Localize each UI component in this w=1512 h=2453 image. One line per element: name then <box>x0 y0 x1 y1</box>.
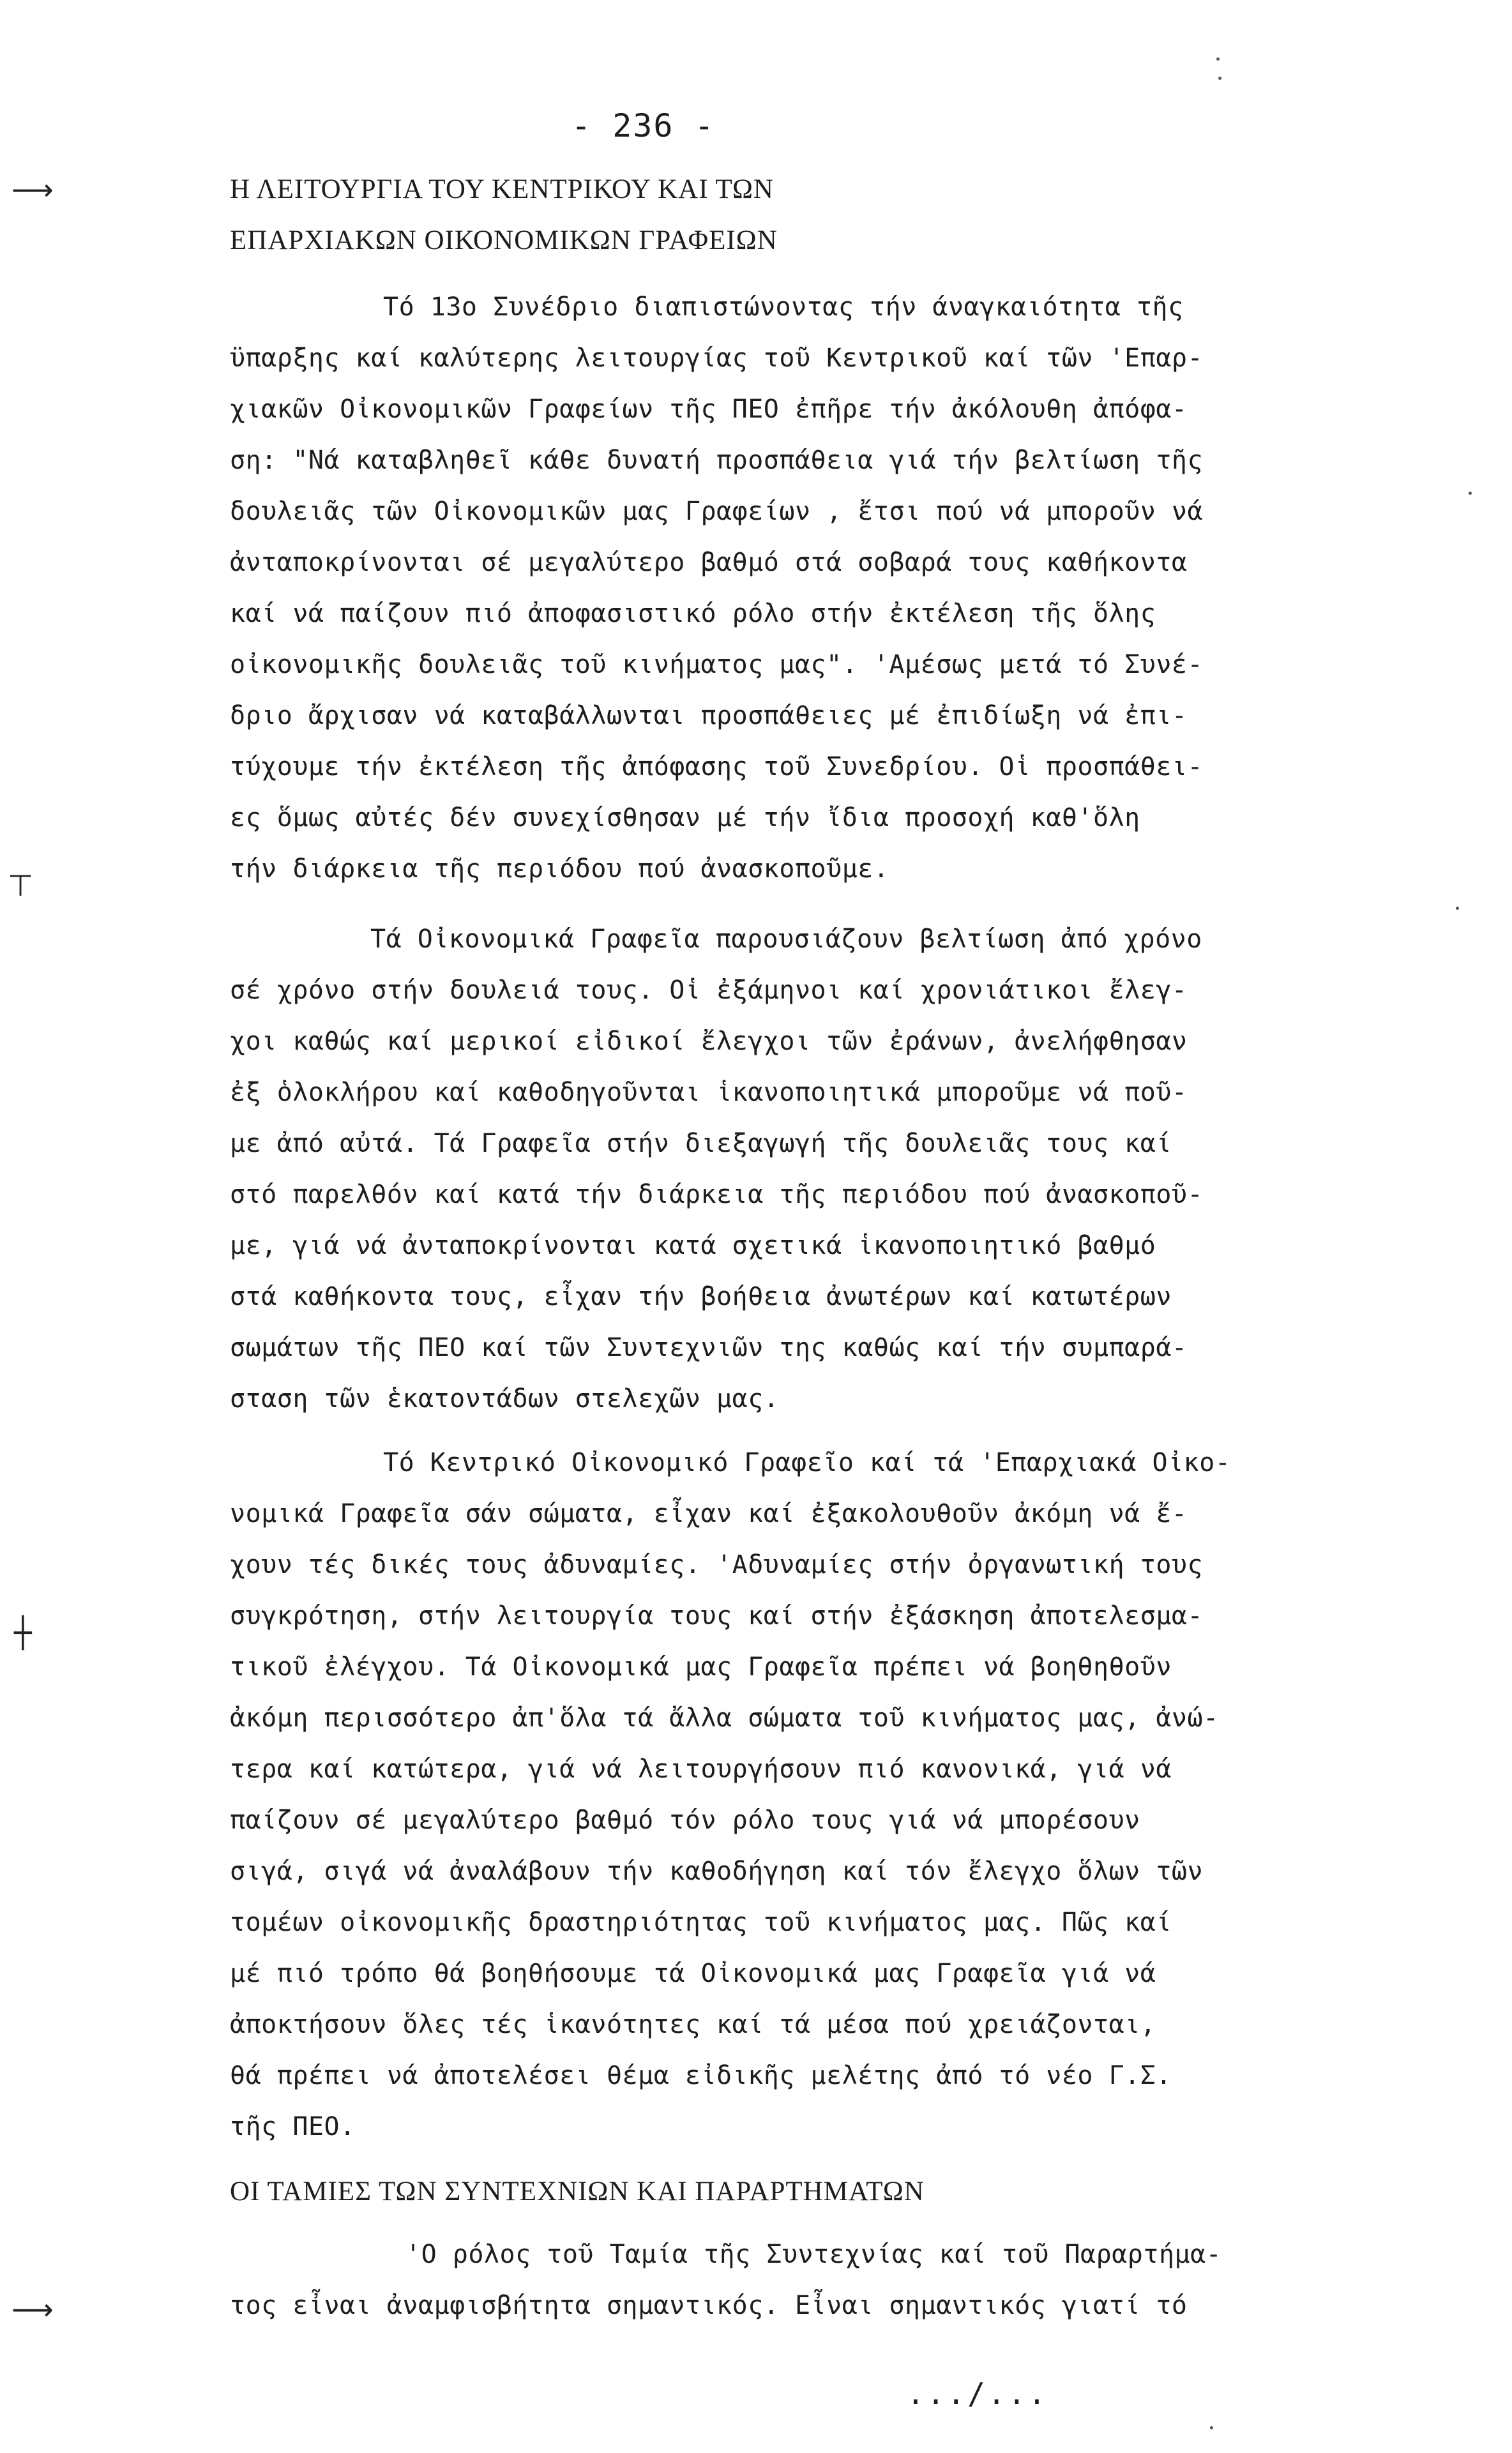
scan-speck <box>1216 57 1220 61</box>
paragraph-line: χουν τές δικές τους ἀδυναμίες. 'Αδυναμίες στήν ὀργανωτική τους <box>230 1550 1204 1580</box>
paragraph-line: παίζουν σέ μεγαλύτερο βαθμό τόν ρόλο τους γιά νά μπορέσουν <box>230 1806 1140 1835</box>
paragraph-line: Τά Οἰκονομικά Γραφεῖα παρουσιάζουν βελτίωση ἀπό χρόνο <box>370 925 1202 954</box>
paragraph-line: συγκρότηση, στήν λειτουργία τους καί στήν ἐξάσκηση ἀποτελεσμα- <box>230 1601 1204 1631</box>
paragraph-line: χοι καθώς καί μερικοί εἰδικοί ἔλεγχοι τῶν ἐράνων, ἀνελήφθησαν <box>230 1027 1188 1056</box>
scan-speck <box>1218 77 1221 80</box>
paragraph-line: τικοῦ ἐλέγχου. Τά Οἰκονομικά μας Γραφεῖα πρέπει νά βοηθηθοῦν <box>230 1652 1172 1682</box>
paragraph-line: μέ πιό τρόπο θά βοηθήσουμε τά Οἰκονομικά μας Γραφεῖα γιά νά <box>230 1959 1156 1988</box>
paragraph-line: με, γιά νά ἀνταποκρίνονται κατά σχετικά ἱκανοποιητικό βαθμό <box>230 1231 1156 1260</box>
paragraph-line: στά καθήκοντα τους, εἶχαν τήν βοήθεια ἀνωτέρων καί κατωτέρων <box>230 1282 1172 1311</box>
paragraph-line: Τό Κεντρικό Οἰκονομικό Γραφεῖο καί τά 'Επαρχιακά Οἰκο- <box>383 1448 1231 1477</box>
scan-speck <box>1469 492 1472 495</box>
continuation-marker: .../... <box>907 2376 1048 2411</box>
margin-arrow-mark: ⟶ <box>11 172 54 207</box>
paragraph-line: Τό 13ο Συνέδριο διαπιστώνοντας τήν άναγκαιότητα τῆς <box>383 292 1184 322</box>
page-number: - 236 - <box>571 107 715 144</box>
paragraph-line: σιγά, σιγά νά ἀναλάβουν τήν καθοδήγηση καί τόν ἔλεγχο ὅλων τῶν <box>230 1857 1204 1886</box>
paragraph-line: τύχουμε τήν ἐκτέλεση τῆς ἀπόφασης τοῦ Συνεδρίου. Οἱ προσπάθει- <box>230 752 1204 781</box>
paragraph-line: θά πρέπει νά ἀποτελέσει θέμα εἰδικῆς μελέτης ἀπό τό νέο Γ.Σ. <box>230 2061 1172 2090</box>
paragraph-line: στό παρελθόν καί κατά τήν διάρκεια τῆς περιόδου πού ἀνασκοποῦ- <box>230 1180 1204 1209</box>
paragraph-line: σταση τῶν ἑκατοντάδων στελεχῶν μας. <box>230 1384 780 1414</box>
scan-speck <box>1210 2426 1213 2429</box>
paragraph-line: 'Ο ρόλος τοῦ Ταμία τῆς Συντεχνίας καί τοῦ Παραρτήμα- <box>405 2240 1222 2269</box>
margin-tick-mark: ⊤ <box>8 868 34 903</box>
margin-tick-mark: ┼ <box>14 1615 32 1650</box>
paragraph-line: τομέων οἰκονομικῆς δραστηριότητας τοῦ κινήματος μας. Πῶς καί <box>230 1908 1172 1937</box>
section-heading-line-2: ΕΠΑΡΧΙΑΚΩΝ ΟΙΚΟΝΟΜΙΚΩΝ ΓΡΑΦΕΙΩΝ <box>230 225 778 255</box>
section-heading-2: ΟΙ ΤΑΜΙΕΣ ΤΩΝ ΣΥΝΤΕΧΝΙΩΝ ΚΑΙ ΠΑΡΑΡΤΗΜΑΤΩΝ <box>230 2177 925 2207</box>
paragraph-line: σωμάτων τῆς ΠΕΟ καί τῶν Συντεχνιῶν της καθώς καί τήν συμπαρά- <box>230 1333 1188 1362</box>
paragraph-line: χιακῶν Οἰκονομικῶν Γραφείων τῆς ΠΕΟ ἐπῆρε τήν ἀκόλουθη ἀπόφα- <box>230 395 1188 424</box>
paragraph-line: δριο ἄρχισαν νά καταβάλλωνται προσπάθειες μέ ἐπιδίωξη νά ἐπι- <box>230 701 1188 730</box>
margin-arrow-mark: ⟶ <box>11 2292 54 2327</box>
paragraph-line: ἐξ ὁλοκλήρου καί καθοδηγοῦνται ἱκανοποιητικά μποροῦμε νά ποῦ- <box>230 1078 1188 1107</box>
paragraph-line: ἀνταποκρίνονται σέ μεγαλύτερο βαθμό στά σοβαρά τους καθήκοντα <box>230 548 1188 577</box>
paragraph-line: ες ὅμως αὐτές δέν συνεχίσθησαν μέ τήν ἴδια προσοχή καθ'ὅλη <box>230 803 1140 833</box>
section-heading-line-1: Η ΛΕΙΤΟΥΡΓΙΑ ΤΟΥ ΚΕΝΤΡΙΚΟΥ ΚΑΙ ΤΩΝ <box>230 174 774 204</box>
paragraph-line: νομικά Γραφεῖα σάν σώματα, εἶχαν καί ἐξακολουθοῦν ἀκόμη νά ἔ- <box>230 1499 1188 1528</box>
paragraph-line: ση: "Νά καταβληθεῖ κάθε δυνατή προσπάθεια γιά τήν βελτίωση τῆς <box>230 446 1204 475</box>
paragraph-line: καί νά παίζουν πιό ἀποφασιστικό ρόλο στήν ἐκτέλεση τῆς ὅλης <box>230 599 1156 628</box>
paragraph-line: τῆς ΠΕΟ. <box>230 2112 356 2141</box>
paragraph-line: τος εἶναι ἀναμφισβήτητα σημαντικός. Εἶναι σημαντικός γιατί τό <box>230 2291 1188 2320</box>
paragraph-line: οἰκονομικῆς δουλειᾶς τοῦ κινήματος μας". 'Αμέσως μετά τό Συνέ- <box>230 650 1204 679</box>
paragraph-line: ἀποκτήσουν ὅλες τές ἱκανότητες καί τά μέσα πού χρειάζονται, <box>230 2010 1156 2039</box>
paragraph-line: ἀκόμη περισσότερο ἀπ'ὅλα τά ἄλλα σώματα τοῦ κινήματος μας, ἀνώ- <box>230 1703 1219 1733</box>
paragraph-line: τήν διάρκεια τῆς περιόδου πού ἀνασκοποῦμε. <box>230 854 889 884</box>
paragraph-line: δουλειᾶς τῶν Οἰκονομικῶν μας Γραφείων , ἔτσι πού νά μποροῦν νά <box>230 497 1204 526</box>
paragraph-line: με ἀπό αὐτά. Τά Γραφεῖα στήν διεξαγωγή τῆς δουλειᾶς τους καί <box>230 1129 1172 1158</box>
scan-speck <box>1456 907 1459 910</box>
paragraph-line: ϋπαρξης καί καλύτερης λειτουργίας τοῦ Κεντρικοῦ καί τῶν 'Επαρ- <box>230 343 1204 373</box>
paragraph-line: τερα καί κατώτερα, γιά νά λειτουργήσουν πιό κανονικά, γιά νά <box>230 1755 1172 1784</box>
paragraph-line: σέ χρόνο στήν δουλειά τους. Οἱ ἐξάμηνοι καί χρονιάτικοι ἔλεγ- <box>230 976 1188 1005</box>
